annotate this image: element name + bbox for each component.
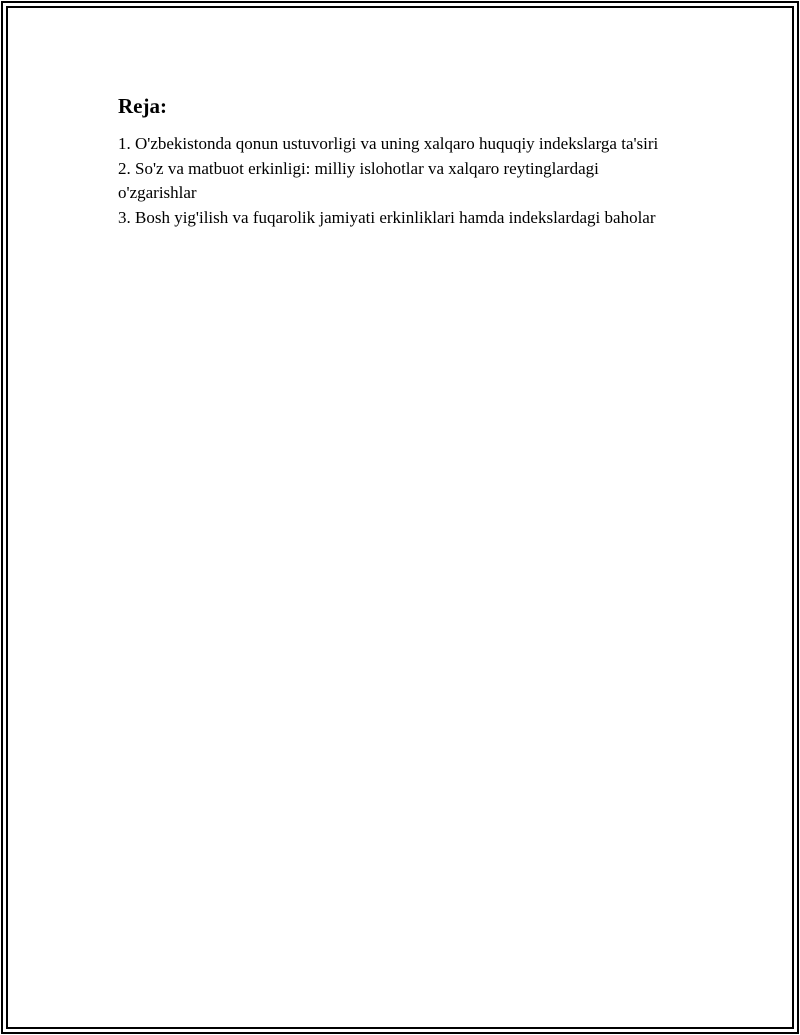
page-content bbox=[118, 92, 678, 230]
plan-item-1: 1. O'zbekistonda qonun ustuvorligi va uning xalqaro huquqiy indekslarga ta'siri bbox=[118, 134, 659, 153]
plan-list bbox=[118, 132, 678, 230]
plan-heading: Reja: bbox=[118, 94, 167, 118]
plan-item-2: 2. So'z va matbuot erkinligi: milliy islohotlar va xalqaro reytinglardagi o'zgarishlar bbox=[118, 158, 599, 202]
plan-item-3: 3. Bosh yig'ilish va fuqarolik jamiyati erkinliklari hamda indekslardagi baholar bbox=[118, 207, 656, 227]
